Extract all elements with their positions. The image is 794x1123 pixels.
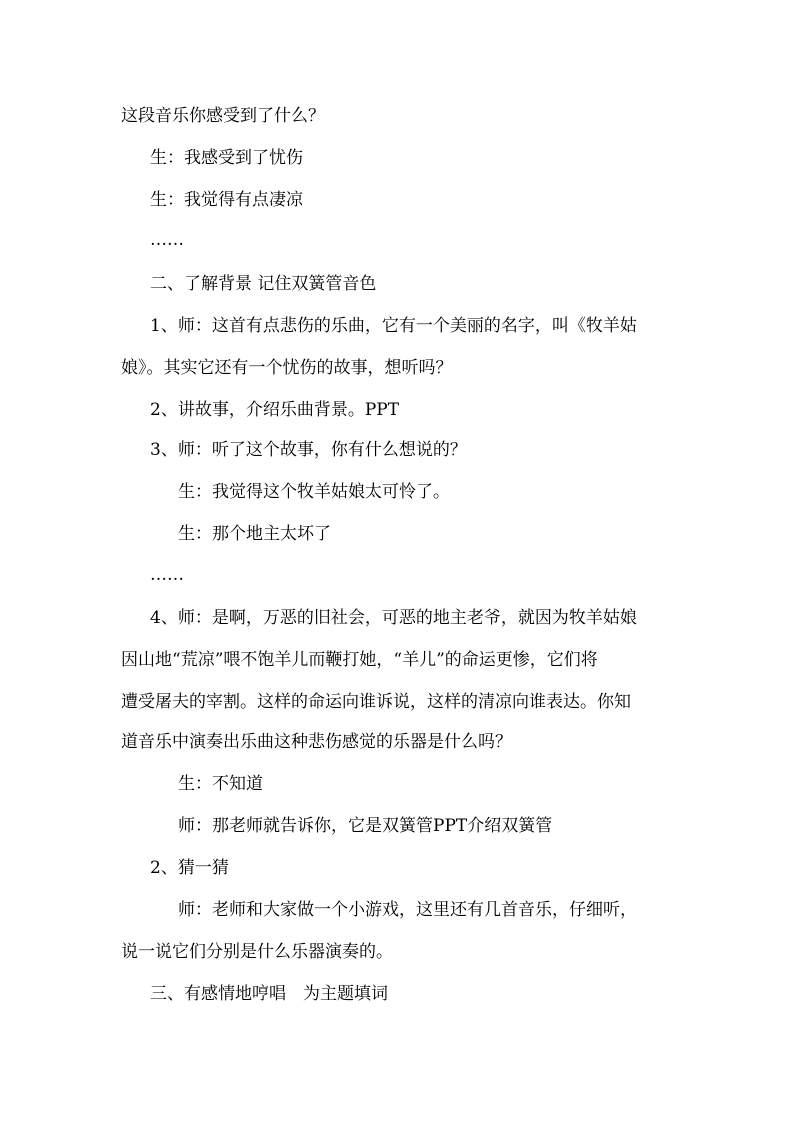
text-line: 2、猜一猜 [150,858,229,878]
text-line: 因山地“荒凉”喂不饱羊儿而鞭打她，“羊儿”的命运更惨，它们将 [121,650,598,670]
text-line: 师：老师和大家做一个小游戏，这里还有几首音乐，仔细听， [178,900,637,920]
text-line: …… [150,230,184,250]
text-line: 生：那个地主太坏了 [178,524,331,544]
text-line: 这段音乐你感受到了什么？ [121,106,325,126]
text-line: 说一说它们分别是什么乐器演奏的。 [121,942,393,962]
section-heading: 三、有感情地哼唱 为主题填词 [150,984,388,1004]
text-line: 2、讲故事，介绍乐曲背景。PPT [150,400,400,420]
text-line: 生：我觉得有点凄凉 [150,190,303,210]
text-line: 生：我觉得这个牧羊姑娘太可怜了。 [178,482,450,502]
text-line: 道音乐中演奏出乐曲这种悲伤感觉的乐器是什么吗？ [121,732,512,752]
section-heading: 二、了解背景 记住双簧管音色 [150,274,377,294]
text-line: 生：我感受到了忧伤 [150,148,303,168]
text-line: 3、师：听了这个故事，你有什么想说的？ [150,440,467,460]
text-line: 1、师：这首有点悲伤的乐曲，它有一个美丽的名字，叫《牧羊姑 [150,316,637,336]
text-line: …… [150,565,184,585]
text-line: 生：不知道 [178,774,263,794]
text-line: 师：那老师就告诉你，它是双簧管PPT介绍双簧管 [178,816,553,836]
text-line: 4、师：是啊，万恶的旧社会，可恶的地主老爷，就因为牧羊姑娘 [150,608,637,628]
text-line: 遭受屠夫的宰割。这样的命运向谁诉说，这样的清凉向谁表达。你知 [121,692,631,712]
text-line: 娘》。其实它还有一个忧伤的故事，想听吗？ [121,358,453,378]
